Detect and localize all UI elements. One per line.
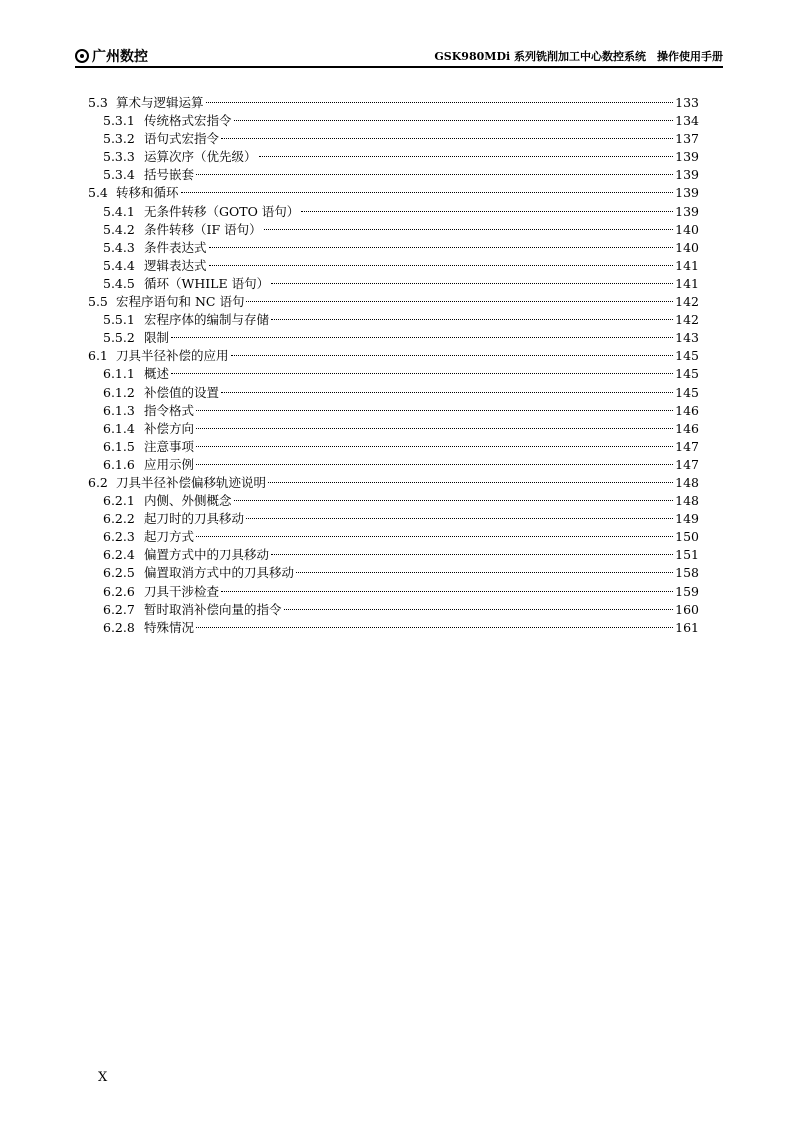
toc-page-number: 147: [675, 456, 699, 472]
toc-page-number: 148: [675, 474, 699, 490]
page-number: X: [98, 1070, 108, 1085]
toc-section-title: 宏程序体的编制与存储: [144, 312, 270, 328]
toc-section-number: 6.1.2: [103, 384, 135, 400]
toc-dot-leader: [246, 518, 673, 519]
toc-page-number: 160: [675, 601, 699, 617]
toc-section-number: 5.5.2: [103, 330, 135, 346]
toc-section-number: 5.5.1: [103, 312, 135, 328]
toc-entry[interactable]: [88, 311, 699, 329]
toc-section-title: 刀具半径补偿偏移轨迹说明: [116, 474, 267, 490]
toc-entry[interactable]: [88, 492, 699, 510]
toc-section-number: 5.4.5: [103, 275, 135, 291]
toc-section-title: 刀具干涉检查: [144, 583, 220, 599]
toc-section-number: 6.1: [88, 348, 108, 364]
toc-section-number: 6.2.3: [103, 529, 135, 545]
toc-section-number: 5.4.1: [103, 203, 135, 219]
toc-section-number: 6.1.3: [103, 402, 135, 418]
toc-page-number: 134: [675, 113, 699, 129]
toc-section-title: 注意事项: [144, 438, 195, 454]
toc-section-number: 5.5: [88, 294, 108, 310]
toc-section-number: 6.1.6: [103, 456, 135, 472]
toc-entry[interactable]: [88, 293, 699, 311]
toc-dot-leader: [271, 283, 673, 284]
table-of-contents: [88, 94, 699, 637]
toc-dot-leader: [246, 301, 673, 302]
toc-section-title: 应用示例: [144, 456, 195, 472]
logo-text: 广州数控: [92, 49, 148, 65]
toc-section-title: 运算次序（优先级）: [144, 149, 257, 165]
toc-section-number: 6.1.4: [103, 420, 135, 436]
toc-page-number: 139: [675, 149, 699, 165]
toc-page-number: 133: [675, 95, 699, 110]
toc-section-title: 刀具半径补偿的应用: [116, 348, 229, 364]
toc-page-number: 151: [675, 547, 699, 563]
toc-page-number: 143: [675, 330, 699, 346]
toc-section-title: 指令格式: [144, 402, 195, 418]
toc-section-title: 语句式宏指令: [144, 131, 220, 147]
toc-dot-leader: [196, 428, 673, 429]
toc-entry[interactable]: [88, 510, 699, 528]
toc-section-title: 特殊情况: [144, 619, 195, 635]
toc-dot-leader: [196, 410, 673, 411]
toc-section-title: 循环（WHILE 语句）: [144, 275, 270, 291]
toc-entry[interactable]: [88, 221, 699, 239]
toc-section-number: 5.4.4: [103, 257, 135, 273]
toc-page-number: 145: [675, 348, 699, 364]
toc-dot-leader: [221, 392, 673, 393]
toc-dot-leader: [171, 373, 673, 374]
toc-section-number: 5.4.3: [103, 239, 135, 255]
toc-page-number: 141: [675, 257, 699, 273]
toc-entry[interactable]: [88, 564, 699, 582]
toc-dot-leader: [234, 120, 674, 121]
toc-section-number: 6.2.4: [103, 547, 135, 563]
toc-entry[interactable]: [88, 456, 699, 474]
toc-section-number: 5.3.4: [103, 167, 135, 183]
toc-section-number: 6.1.5: [103, 438, 135, 454]
toc-page-number: 142: [675, 294, 699, 310]
toc-section-title: 限制: [144, 330, 170, 346]
toc-dot-leader: [196, 536, 673, 537]
header-divider: [75, 66, 723, 68]
manual-title: GSK980MDi 系列铣削加工中心数控系统 操作使用手册: [434, 50, 723, 63]
toc-section-number: 6.2.1: [103, 493, 135, 509]
toc-page-number: 145: [675, 384, 699, 400]
toc-dot-leader: [268, 482, 673, 483]
toc-section-title: 无条件转移（GOTO 语句）: [144, 203, 300, 219]
toc-section-title: 传统格式宏指令: [144, 113, 232, 129]
toc-entry[interactable]: [88, 148, 699, 166]
toc-entry[interactable]: [88, 329, 699, 347]
page-header: [75, 44, 723, 66]
toc-page-number: 158: [675, 565, 699, 581]
toc-dot-leader: [221, 138, 673, 139]
toc-section-title: 暂时取消补偿向量的指令: [144, 601, 282, 617]
toc-entry[interactable]: [88, 583, 699, 601]
toc-entry[interactable]: [88, 402, 699, 420]
toc-section-number: 6.2.5: [103, 565, 135, 581]
toc-entry[interactable]: [88, 203, 699, 221]
toc-section-title: 转移和循环: [116, 185, 179, 201]
toc-section-number: 5.3: [88, 95, 108, 110]
toc-section-title: 起刀时的刀具移动: [144, 511, 245, 527]
toc-dot-leader: [301, 211, 673, 212]
toc-section-number: 6.2.6: [103, 583, 135, 599]
toc-page-number: 140: [675, 239, 699, 255]
toc-section-title: 补偿方向: [144, 420, 195, 436]
toc-section-title: 括号嵌套: [144, 167, 195, 183]
toc-page-number: 140: [675, 221, 699, 237]
toc-section-title: 算术与逻辑运算: [116, 95, 204, 110]
toc-section-title: 概述: [144, 366, 170, 382]
toc-dot-leader: [231, 355, 674, 356]
toc-section-number: 6.2: [88, 474, 108, 490]
toc-section-number: 5.3.1: [103, 113, 135, 129]
toc-dot-leader: [196, 446, 673, 447]
toc-dot-leader: [196, 174, 673, 175]
toc-entry[interactable]: [88, 112, 699, 130]
toc-dot-leader: [181, 192, 674, 193]
toc-dot-leader: [264, 229, 674, 230]
toc-dot-leader: [209, 247, 674, 248]
toc-section-number: 6.2.7: [103, 601, 135, 617]
toc-dot-leader: [206, 102, 674, 103]
toc-section-number: 5.3.3: [103, 149, 135, 165]
toc-section-title: 条件表达式: [144, 239, 207, 255]
toc-dot-leader: [209, 265, 674, 266]
toc-dot-leader: [234, 500, 674, 501]
toc-page-number: 148: [675, 493, 699, 509]
toc-section-title: 偏置取消方式中的刀具移动: [144, 565, 295, 581]
toc-entry[interactable]: [88, 528, 699, 546]
toc-dot-leader: [171, 337, 673, 338]
toc-entry[interactable]: [88, 94, 699, 112]
gsk-logo-icon: [75, 49, 89, 63]
toc-entry[interactable]: [88, 474, 699, 492]
toc-entry[interactable]: [88, 601, 699, 619]
toc-entry[interactable]: [88, 438, 699, 456]
toc-page-number: 146: [675, 420, 699, 436]
toc-page-number: 142: [675, 312, 699, 328]
toc-entry[interactable]: [88, 166, 699, 184]
toc-page-number: 139: [675, 203, 699, 219]
toc-entry[interactable]: [88, 365, 699, 383]
toc-page-number: 145: [675, 366, 699, 382]
toc-section-number: 5.4: [88, 185, 108, 201]
toc-section-number: 6.2.2: [103, 511, 135, 527]
toc-page-number: 141: [675, 275, 699, 291]
toc-section-title: 起刀方式: [144, 529, 195, 545]
toc-page-number: 139: [675, 185, 699, 201]
toc-entry[interactable]: [88, 239, 699, 257]
toc-dot-leader: [284, 609, 674, 610]
toc-dot-leader: [196, 464, 673, 465]
toc-entry[interactable]: [88, 546, 699, 564]
toc-page-number: 150: [675, 529, 699, 545]
toc-entry[interactable]: [88, 257, 699, 275]
toc-section-title: 宏程序语句和 NC 语句: [116, 294, 245, 310]
toc-page-number: 147: [675, 438, 699, 454]
toc-entry[interactable]: [88, 420, 699, 438]
toc-dot-leader: [271, 554, 673, 555]
toc-page-number: 139: [675, 167, 699, 183]
toc-page-number: 149: [675, 511, 699, 527]
toc-dot-leader: [271, 319, 673, 320]
toc-section-title: 补偿值的设置: [144, 384, 220, 400]
toc-section-title: 条件转移（IF 语句）: [144, 221, 262, 237]
toc-dot-leader: [296, 572, 673, 573]
toc-entry[interactable]: [88, 130, 699, 148]
toc-section-number: 5.3.2: [103, 131, 135, 147]
toc-page-number: 137: [675, 131, 699, 147]
toc-dot-leader: [196, 627, 673, 628]
toc-section-title: 逻辑表达式: [144, 257, 207, 273]
company-logo: [75, 46, 148, 66]
toc-section-number: 5.4.2: [103, 221, 135, 237]
toc-page-number: 146: [675, 402, 699, 418]
toc-page-number: 161: [675, 619, 699, 635]
toc-entry[interactable]: [88, 619, 699, 637]
toc-page-number: 159: [675, 583, 699, 599]
toc-dot-leader: [259, 156, 674, 157]
toc-section-number: 6.2.8: [103, 619, 135, 635]
toc-section-number: 6.1.1: [103, 366, 135, 382]
toc-entry[interactable]: [88, 184, 699, 202]
toc-section-title: 内侧、外侧概念: [144, 493, 232, 509]
toc-dot-leader: [221, 591, 673, 592]
toc-section-title: 偏置方式中的刀具移动: [144, 547, 270, 563]
toc-entry[interactable]: [88, 347, 699, 365]
toc-entry[interactable]: [88, 384, 699, 402]
toc-entry[interactable]: [88, 275, 699, 293]
